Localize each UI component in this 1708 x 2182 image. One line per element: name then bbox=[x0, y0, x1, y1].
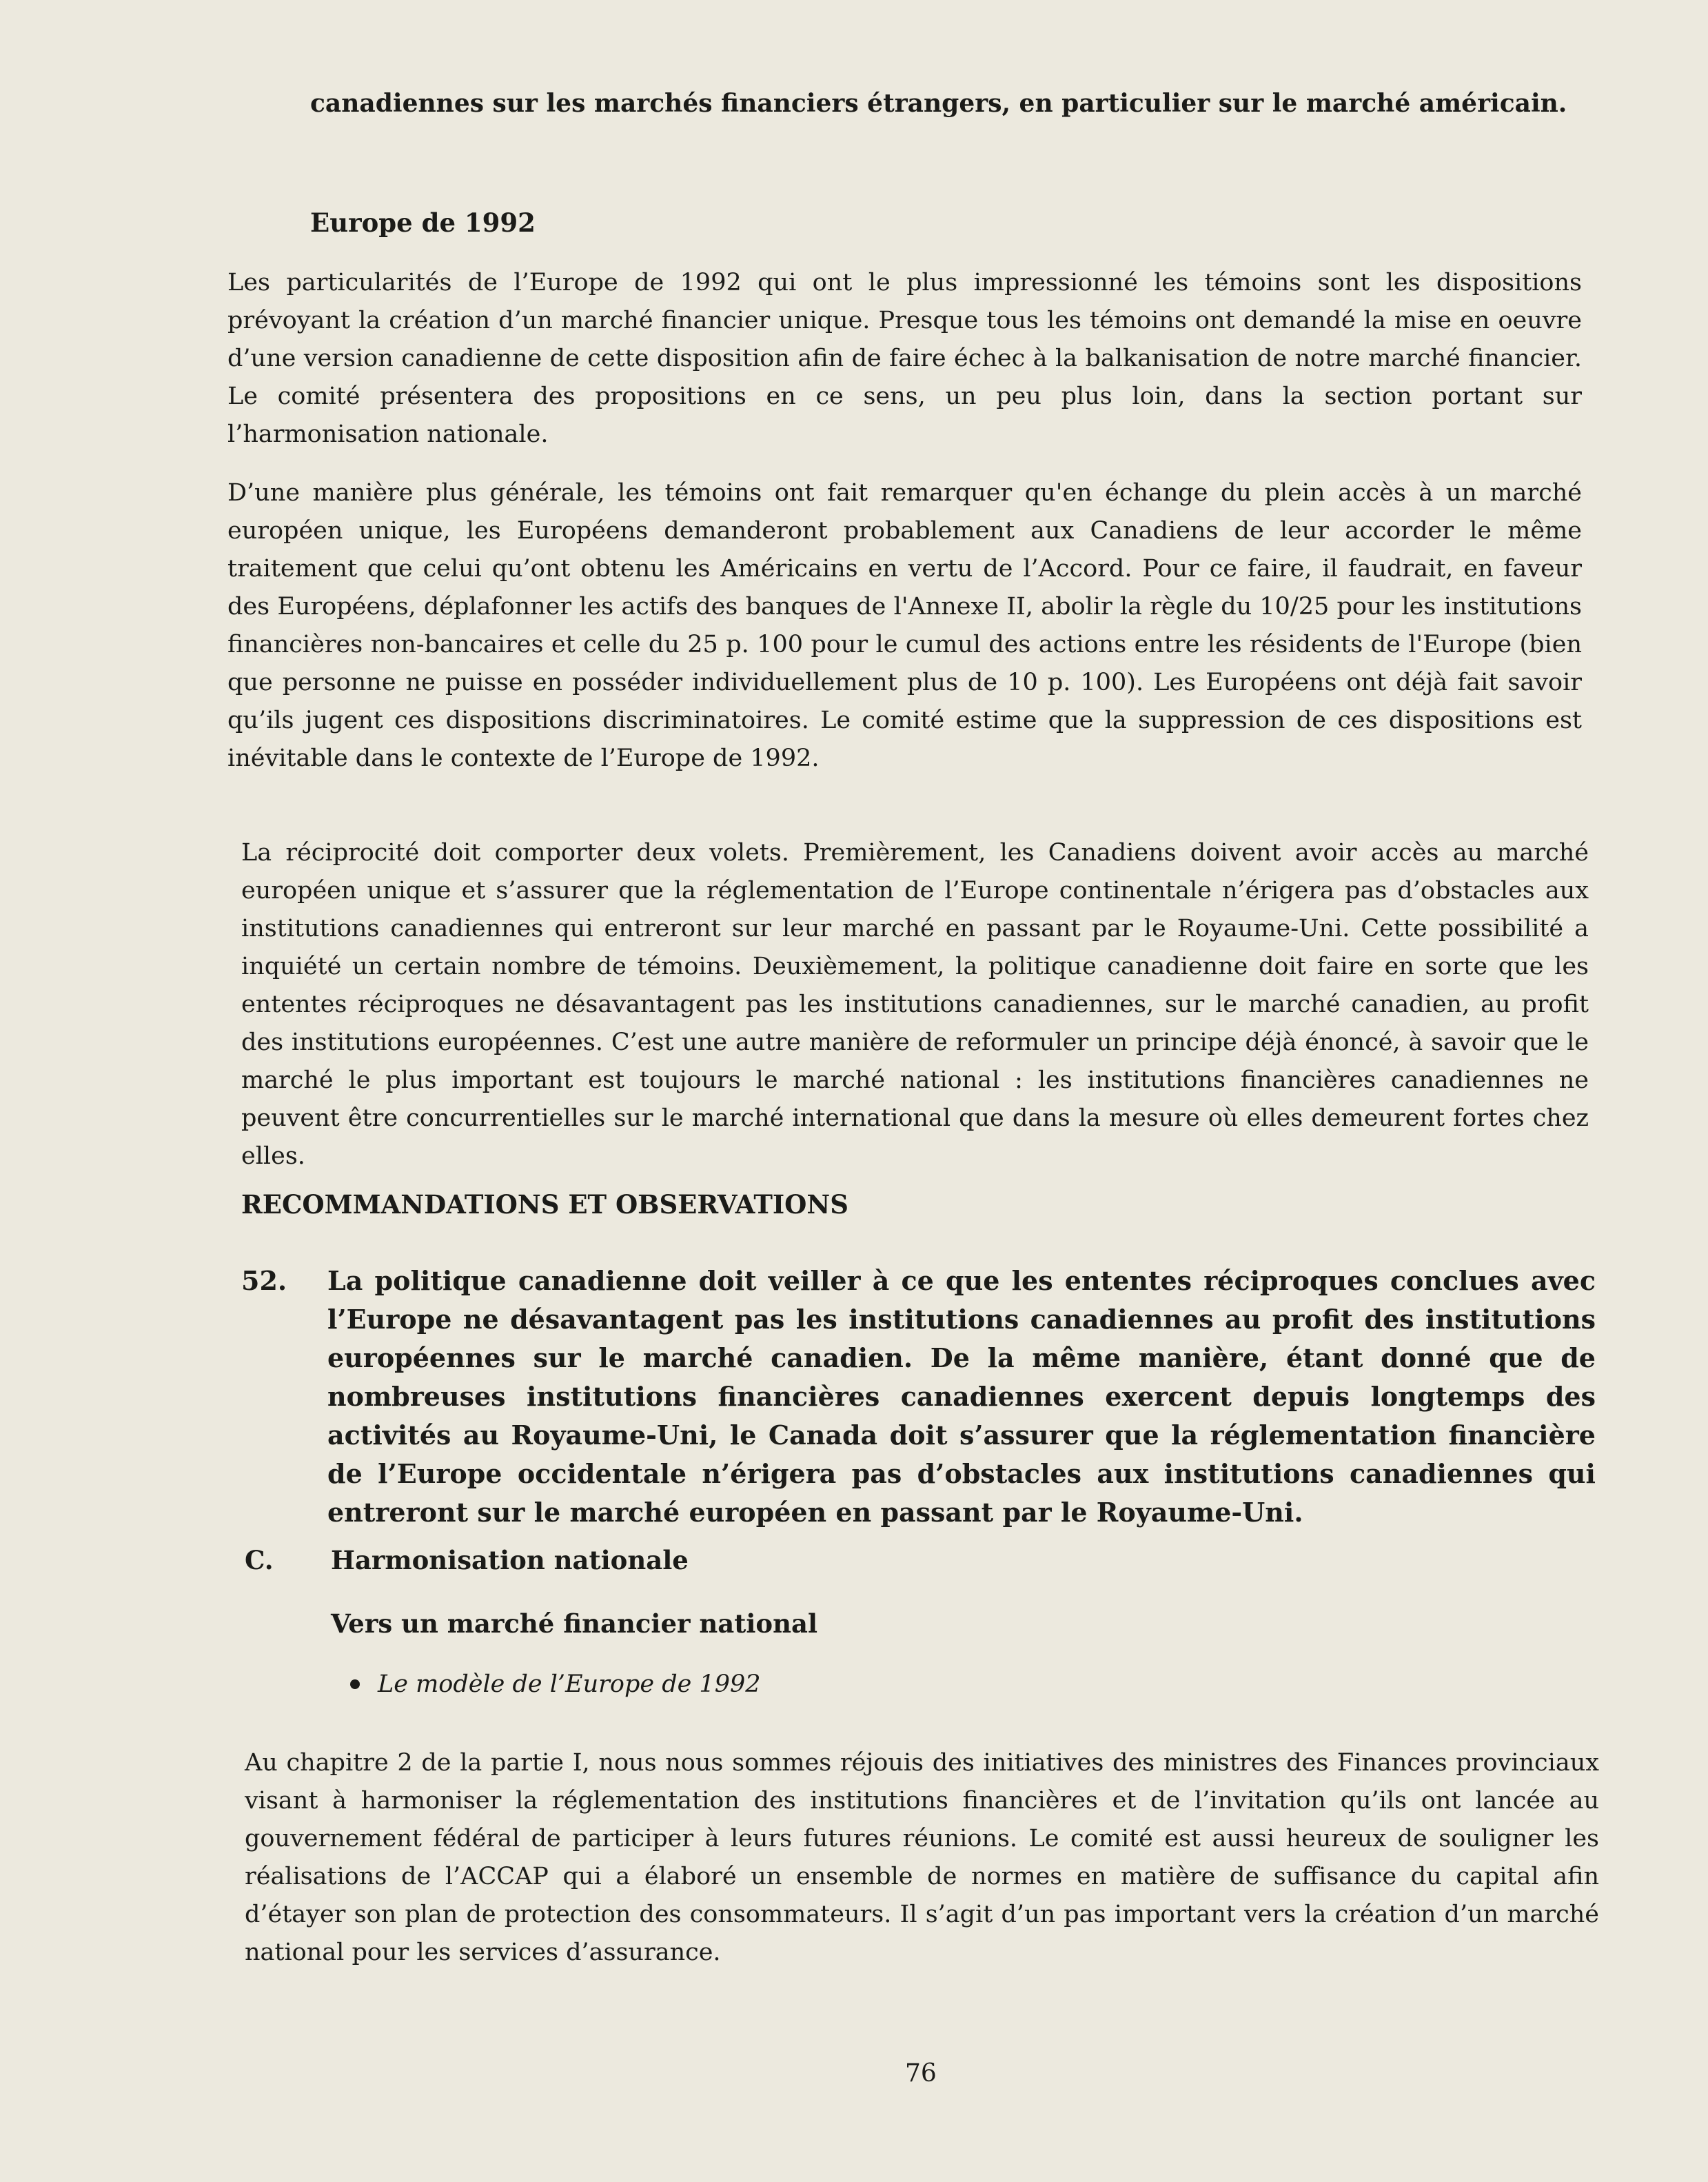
bullet-title: Le modèle de l’Europe de 1992 bbox=[378, 1670, 761, 1698]
page-number: 76 bbox=[905, 2059, 937, 2088]
final-paragraph: Au chapitre 2 de la partie I, nous nous sommes réjouis des initiatives des ministres des Finances provinciaux visant à harmoniser la réglementation des institutions financières et de l’invitation qu’ils ont lancée au gouvernement fédéral de participer à leurs futures réunions. Le comité est aussi heureux de souligner les réalisations de l’ACCAP qui a élaboré un ensemble de normes en matière de suffisance du capital afin d’étayer son plan de protection des consommateurs. Il s’agit d’un pas important vers la création d’un marché national pour les services d’assurance. bbox=[245, 1749, 1599, 1966]
europe-heading: Europe de 1992 bbox=[310, 208, 536, 238]
bullet-icon bbox=[350, 1679, 360, 1689]
europe-paragraph-3: La réciprocité doit comporter deux volets. Premièrement, les Canadiens doivent avoir accès au marché européen unique et s’assurer que la réglementation de l’Europe continentale n’érigera pas d’obstacles aux institutions canadiennes qui entreront sur leur marché en passant par le Royaume-Uni. Cette possibilité a inquiété un certain nombre de témoins. Deuxièmement, la politique canadienne doit faire en sorte que les ententes réciproques ne désavantagent pas les institutions canadiennes, sur le marché canadien, au profit des institutions européennes. C’est une autre manière de reformuler un principe déjà énoncé, à savoir que le marché le plus important est toujours le marché national : les institutions financières canadiennes ne peuvent être concurrentielles sur le marché international que dans la mesure où elles demeurent fortes chez elles. bbox=[241, 839, 1589, 1170]
intro-bold-text: canadiennes sur les marchés financiers étrangers, en particulier sur le marché américain. bbox=[310, 89, 1567, 118]
subsection-title: Vers un marché financier national bbox=[331, 1608, 818, 1639]
recommendation-number: 52. bbox=[241, 1265, 287, 1296]
recommendations-heading: RECOMMANDATIONS ET OBSERVATIONS bbox=[241, 1189, 848, 1220]
section-letter: C. bbox=[245, 1545, 274, 1575]
section-title: Harmonisation nationale bbox=[331, 1545, 689, 1575]
europe-paragraph-2: D’une manière plus générale, les témoins ont fait remarquer qu'en échange du plein accès à un marché européen unique, les Européens demanderont probablement aux Canadiens de leur accorder le même traitement que celui qu’ont obtenu les Américains en vertu de l’Accord. Pour ce faire, il faudrait, en faveur des Européens, déplafonner les actifs des banques de l'Annexe II, abolir la règle du 10/25 pour les institutions financières non-bancaires et celle du 25 p. 100 pour le cumul des actions entre les résidents de l'Europe (bien que personne ne puisse en posséder individuellement plus de 10 p. 100). Les Européens ont déjà fait savoir qu’ils jugent ces dispositions discriminatoires. Le comité estime que la suppression de ces dispositions est inévitable dans le contexte de l’Europe de 1992. bbox=[227, 479, 1582, 772]
europe-paragraph-1: Les particularités de l’Europe de 1992 qui ont le plus impressionné les témoins sont les dispositions prévoyant la création d’un marché financier unique. Presque tous les témoins ont demandé la mise en oeuvre d’une version canadienne de cette disposition afin de faire échec à la balkanisation de notre marché financier. Le comité présentera des propositions en ce sens, un peu plus loin, dans la section portant sur l’harmonisation nationale. bbox=[227, 269, 1582, 448]
recommendation-text: La politique canadienne doit veiller à ce que les ententes réciproques conclues avec l’Europe ne désavantagent pas les institutions canadiennes au profit des institutions européennes sur le marché canadien. De la même manière, étant donné que de nombreuses institutions financières canadiennes exercent depuis longtemps des activités au Royaume-Uni, le Canada doit s’assurer que la réglementation financière de l’Europe occidentale n’érigera pas d’obstacles aux institutions canadiennes qui entreront sur le marché européen en passant par le Royaume-Uni. bbox=[327, 1265, 1596, 1528]
